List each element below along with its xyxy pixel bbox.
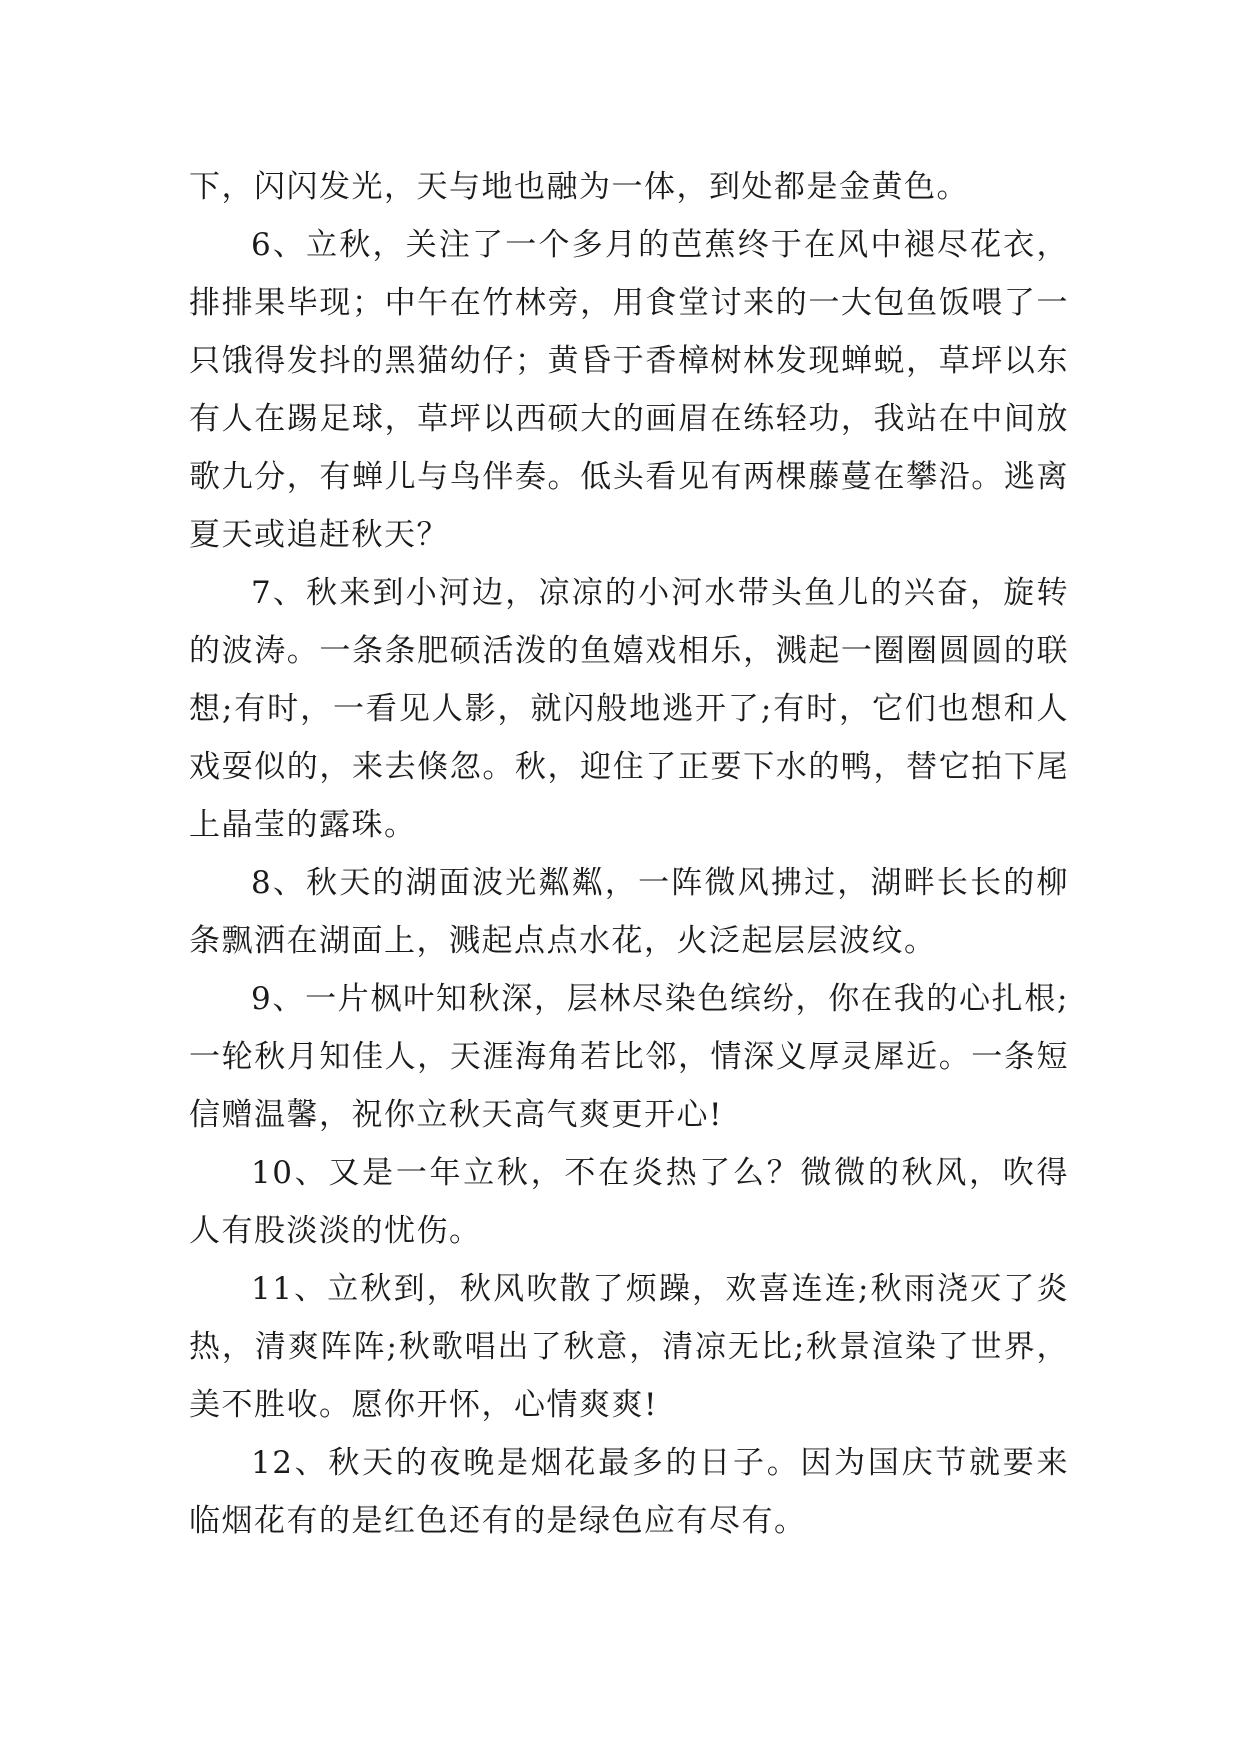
paragraph-item-9: 9、一片枫叶知秋深，层林尽染色缤纷，你在我的心扎根;一轮秋月知佳人，天涯海角若比邻，情深义厚灵犀近。一条短信赠温馨，祝你立秋天高气爽更开心! <box>189 981 1069 1133</box>
paragraph-item-11: 11、立秋到，秋风吹散了烦躁，欢喜连连;秋雨浇灭了炎热，清爽阵阵;秋歌唱出了秋意，清凉无比;秋景渲染了世界，美不胜收。愿你开怀，心情爽爽! <box>189 1271 1069 1423</box>
document-body <box>189 158 1069 1550</box>
paragraph-item-6: 6、立秋，关注了一个多月的芭蕉终于在风中褪尽花衣，排排果毕现；中午在竹林旁，用食堂讨来的一大包鱼饭喂了一只饿得发抖的黑猫幼仔；黄昏于香樟树林发现蝉蜕，草坪以东有人在踢足球，草坪以西硕大的画眉在练轻功，我站在中间放歌九分，有蝉儿与鸟伴奏。低头看见有两棵藤蔓在攀沿。逃离夏天或追赶秋天？ <box>189 227 1069 553</box>
paragraph-item-10: 10、又是一年立秋，不在炎热了么？微微的秋风，吹得人有股淡淡的忧伤。 <box>189 1155 1069 1249</box>
paragraph-item-7: 7、秋来到小河边，凉凉的小河水带头鱼儿的兴奋，旋转的波涛。一条条肥硕活泼的鱼嬉戏相乐，溅起一圈圈圆圆的联想;有时，一看见人影，就闪般地逃开了;有时，它们也想和人戏耍似的，来去倏忽。秋，迎住了正要下水的鸭，替它拍下尾上晶莹的露珠。 <box>189 575 1069 843</box>
paragraph-item-12: 12、秋天的夜晚是烟花最多的日子。因为国庆节就要来临烟花有的是红色还有的是绿色应有尽有。 <box>189 1445 1069 1539</box>
paragraph-item-8: 8、秋天的湖面波光粼粼，一阵微风拂过，湖畔长长的柳条飘洒在湖面上，溅起点点水花，火泛起层层波纹。 <box>189 865 1069 959</box>
paragraph-continuation: 下，闪闪发光，天与地也融为一体，到处都是金黄色。 <box>189 169 969 205</box>
